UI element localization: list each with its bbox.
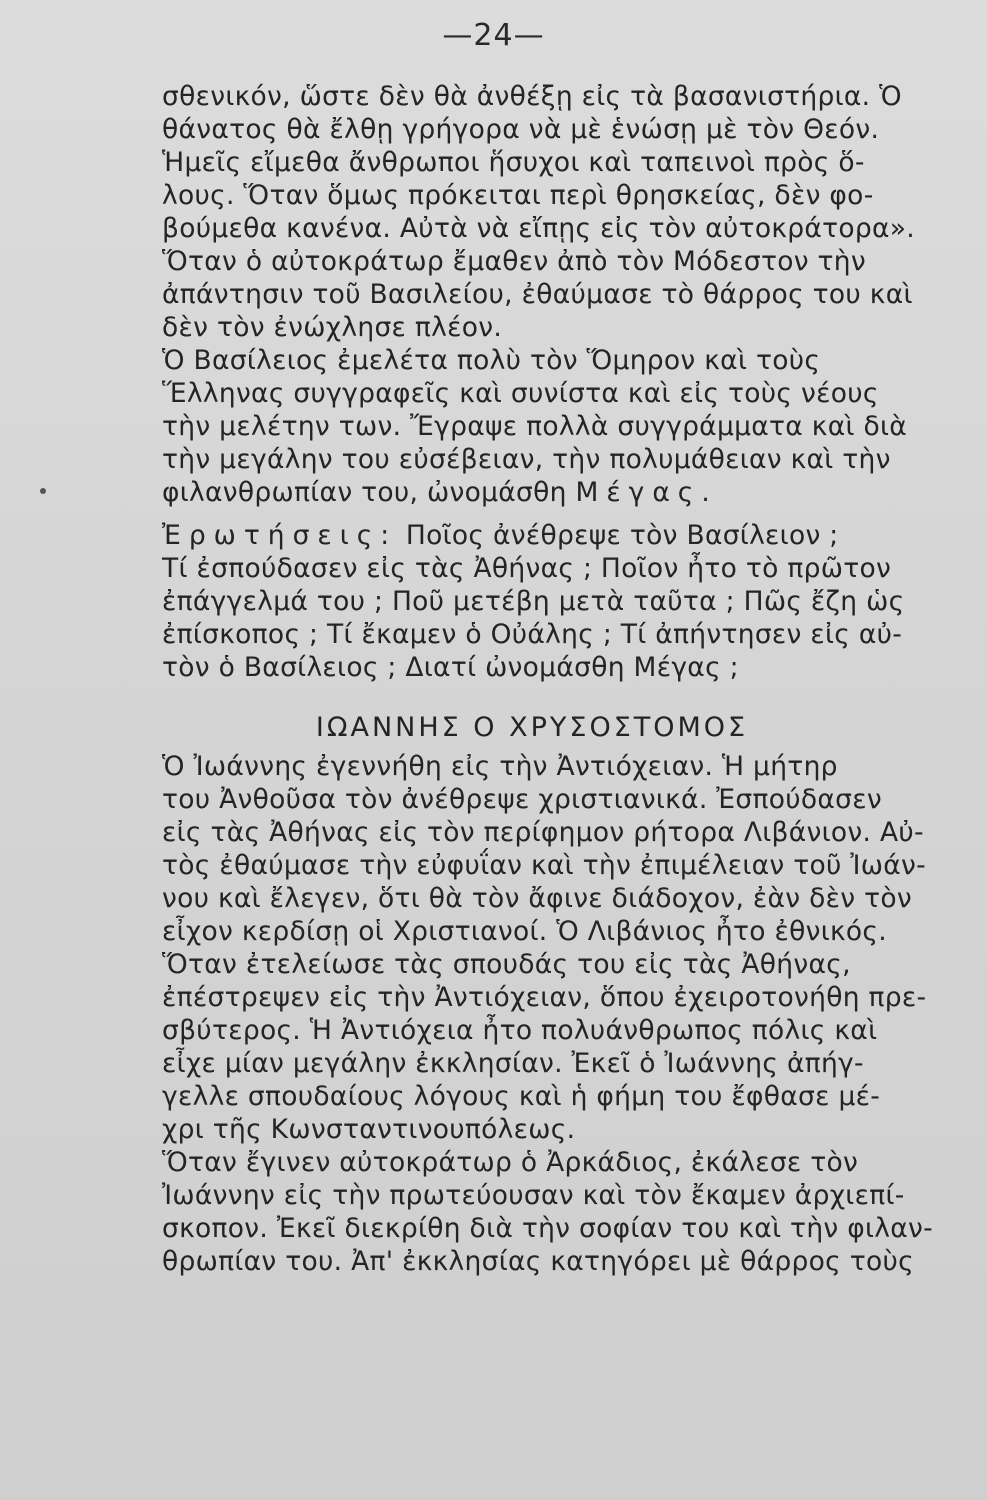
text-line: εἶχον κερδίσῃ οἱ Χριστιανοί. Ὁ Λιβάνιος ἦτο ἐθνικός. [162, 916, 887, 947]
text-line [162, 476, 962, 509]
text-span: φιλανθρωπίαν του, ὠνομάσθη [162, 477, 576, 508]
text-line: Ἕλληνας συγγραφεῖς καὶ συνίστα καὶ εἰς τοὺς νέους [162, 378, 879, 409]
questions-label: Ἐρωτήσεις: [162, 520, 398, 551]
text-line [162, 519, 962, 552]
paragraph-john-return [162, 948, 962, 1146]
spacer [162, 684, 962, 706]
text-line: τὴν μελέτην των. Ἔγραψε πολλὰ συγγράμματα καὶ διὰ [162, 411, 908, 442]
questions-block [162, 519, 962, 684]
text-line: τὴν μεγάλην του εὐσέβειαν, τὴν πολυμάθειαν καὶ τὴν [162, 444, 891, 475]
text-line: θρωπίαν του. Ἀπ' ἐκκλησίας κατηγόρει μὲ θάρρος τοὺς [162, 1246, 914, 1277]
section-heading: ΙΩΑΝΝΗΣ Ο ΧΡΥΣΟΣΤΟΜΟΣ [315, 712, 749, 743]
ink-speck [40, 488, 46, 494]
text-line: του Ἀνθοῦσα τὸν ἀνέθρεψε χριστιανικά. Ἐσπούδασεν [162, 784, 883, 815]
text-line: Ὁ Βασίλειος ἐμελέτα πολὺ τὸν Ὅμηρον καὶ τοὺς [162, 345, 821, 376]
page-number: —24— [442, 18, 545, 53]
text-line: λους. Ὅταν ὅμως πρόκειται περὶ θρησκείας, δὲν φο- [162, 180, 874, 211]
spaced-word: Μέγας. [575, 477, 718, 508]
text-line: Ἰωάννην εἰς τὴν πρωτεύουσαν καὶ τὸν ἔκαμεν ἀρχιεπί- [162, 1180, 905, 1211]
paragraph-john-birth [162, 750, 962, 948]
text-line: γελλε σπουδαίους λόγους καὶ ἡ φήμη του ἔφθασε μέ- [162, 1081, 881, 1112]
paragraph-emperor-learned [162, 245, 962, 344]
paragraph-john-archbishop [162, 1146, 962, 1278]
text-line: βούμεθα κανένα. Αὐτὰ νὰ εἴπῃς εἰς τὸν αὐτοκράτορα». [162, 213, 916, 244]
text-line: Ὅταν ὁ αὐτοκράτωρ ἔμαθεν ἀπὸ τὸν Μόδεστον τὴν [162, 246, 866, 277]
text-line: Ὅταν ἔγινεν αὐτοκράτωρ ὁ Ἀρκάδιος, ἐκάλεσε τὸν [162, 1147, 859, 1178]
text-line: ἀπάντησιν τοῦ Βασιλείου, ἐθαύμασε τὸ θάρρος του καὶ [162, 279, 913, 310]
text-line: ἐπάγγελμά του ; Ποῦ μετέβη μετὰ ταῦτα ; Πῶς ἔζη ὡς [162, 586, 905, 617]
paragraph-basil-studies [162, 344, 962, 509]
text-line: χρι τῆς Κωνσταντινουπόλεως. [162, 1114, 576, 1145]
text-span: Ποῖος ἀνέθρεψε τὸν Βασίλειον ; [397, 520, 839, 551]
text-line: νου καὶ ἔλεγεν, ὅτι θὰ τὸν ἄφινε διάδοχον, ἐὰν δὲν τὸν [162, 883, 912, 914]
paragraph-basil-answer [162, 80, 962, 245]
text-line: ἐπέστρεψεν εἰς τὴν Ἀντιόχειαν, ὅπου ἐχειροτονήθη πρε- [162, 982, 927, 1013]
text-line: εἶχε μίαν μεγάλην ἐκκλησίαν. Ἐκεῖ ὁ Ἰωάννης ἀπήγ- [162, 1048, 864, 1079]
text-line: σκοπον. Ἐκεῖ διεκρίθη διὰ τὴν σοφίαν του καὶ τὴν φιλαν- [162, 1213, 933, 1244]
text-line: δὲν τὸν ἐνώχλησε πλέον. [162, 312, 503, 343]
text-line: ἐπίσκοπος ; Τί ἔκαμεν ὁ Οὐάλης ; Τί ἀπήντησεν εἰς αὐ- [162, 619, 903, 650]
text-line: σθενικόν, ὥστε δὲν θὰ ἀνθέξῃ εἰς τὰ βασανιστήρια. Ὁ [162, 81, 902, 112]
text-line: θάνατος θὰ ἔλθῃ γρήγορα νὰ μὲ ἑνώσῃ μὲ τὸν Θεόν. [162, 114, 880, 145]
text-line: τὸς ἐθαύμασε τὴν εὐφυΐαν καὶ τὴν ἐπιμέλειαν τοῦ Ἰωάν- [162, 850, 926, 881]
text-line: Ὅταν ἐτελείωσε τὰς σπουδάς του εἰς τὰς Ἀθήνας, [162, 949, 851, 980]
text-line: Τί ἐσπούδασεν εἰς τὰς Ἀθήνας ; Ποῖον ἦτο τὸ πρῶτον [162, 553, 892, 584]
text-line: Ἡμεῖς εἴμεθα ἄνθρωποι ἥσυχοι καὶ ταπεινοὶ πρὸς ὅ- [162, 147, 865, 178]
text-line: σβύτερος. Ἡ Ἀντιόχεια ἦτο πολυάνθρωπος πόλις καὶ [162, 1015, 878, 1046]
text-line: τὸν ὁ Βασίλειος ; Διατί ὠνομάσθη Μέγας ; [162, 652, 739, 683]
text-line: εἰς τὰς Ἀθήνας εἰς τὸν περίφημον ρήτορα Λιβάνιον. Αὐ- [162, 817, 924, 848]
body-text [162, 80, 962, 1278]
text-line: Ὁ Ἰωάννης ἐγεννήθη εἰς τὴν Ἀντιόχειαν. Ἡ μήτηρ [162, 751, 838, 782]
spacer [162, 509, 962, 519]
